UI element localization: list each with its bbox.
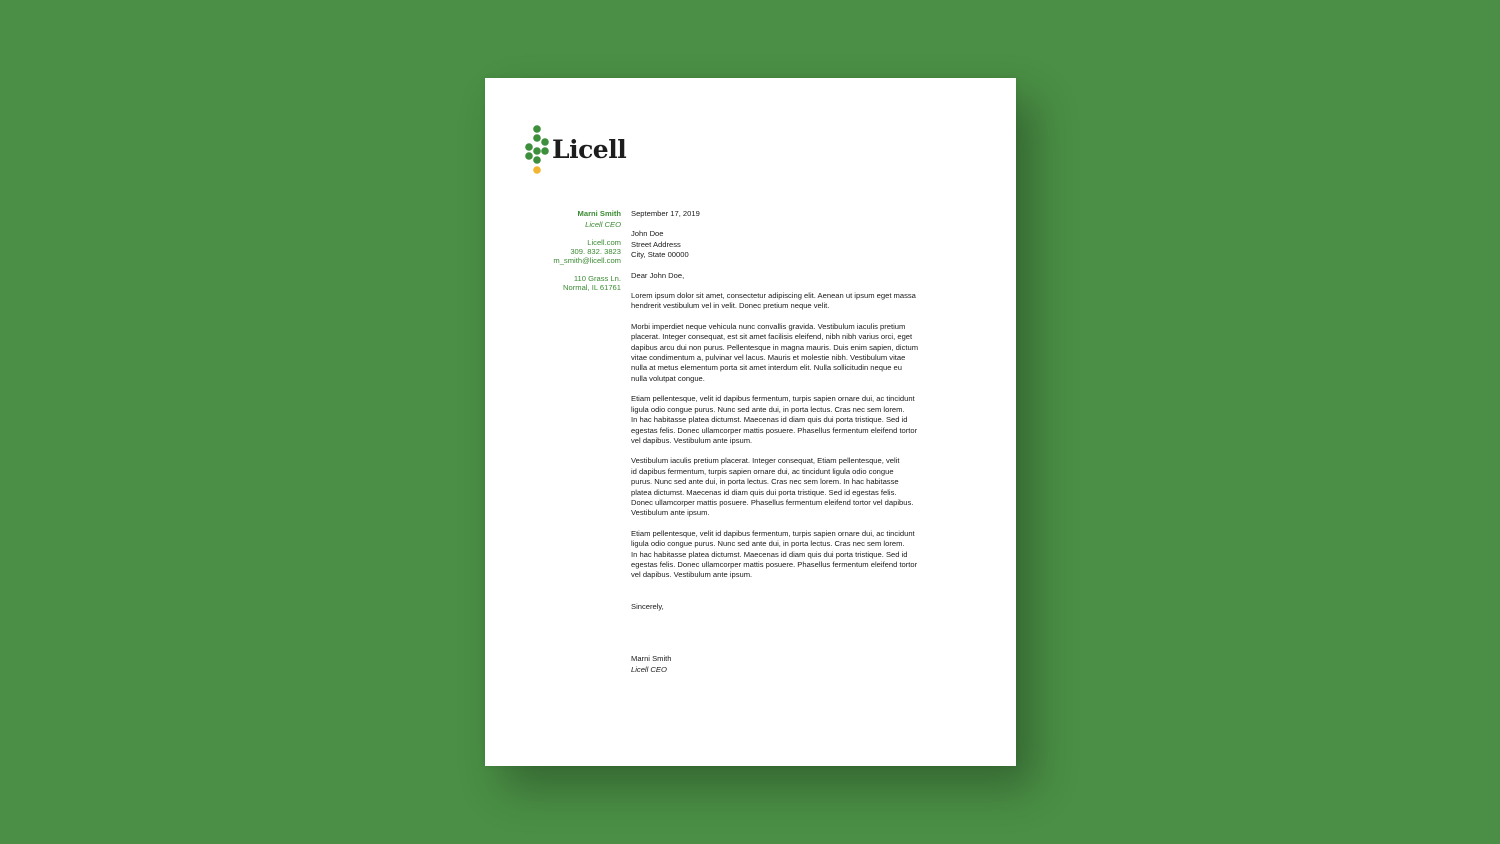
sender-email: m_smith@licell.com: [553, 256, 621, 265]
recipient-street: Street Address: [631, 239, 681, 249]
sender-address-line2: Normal, IL 61761: [563, 283, 621, 292]
sender-title: Licell CEO: [585, 220, 621, 229]
closing: Sincerely,: [631, 601, 664, 611]
licell-logo: [523, 123, 633, 178]
paragraph-1: Lorem ipsum dolor sit amet, consectetur adipiscing elit. Aenean ut ipsum eget massa hendrerit vestibulum vel in velit. Donec pretium neque velit.: [631, 291, 916, 311]
paragraph-5: Etiam pellentesque, velit id dapibus fermentum, turpis sapien ornare dui, ac tincidunt ligula odio congue purus. Nunc sed ante dui, in porta lectus. Cras nec sem lorem. In hac habitasse platea dictumst. Maecenas id diam quis dui porta tristique. Sed id egestas felis. Donec ullamcorper mattis posuere. Phasellus fermentum eleifend tortor vel dapibus. Vestibulum ante ipsum.: [631, 528, 918, 580]
paragraph-4: Vestibulum iaculis pretium placerat. Integer consequat, Etiam pellentesque, velit id dapibus fermentum, turpis sapien ornare dui, ac tincidunt ligula odio congue purus. Nunc sed ante dui, in porta lectus. Cras nec sem lorem. In hac habitasse platea dictumst. Maecenas id diam quis dui porta tristique. Sed id egestas felis. Donec ullamcorper mattis posuere. Phasellus fermentum eleifend tortor vel dapibus. Vestibulum ante ipsum.: [631, 456, 914, 518]
dots-logo-icon: [523, 123, 553, 178]
sender-name: Marni Smith: [577, 209, 621, 218]
paragraph-2: Morbi imperdiet neque vehicula nunc convallis gravida. Vestibulum iaculis pretium placerat. Integer consequat, est sit amet facilisis eleifend, nibh nibh varius orci, eget dapibus arcu dui non purus. Pellentesque in magna mauris. Duis enim sapien, dictum vitae condimentum a, pulvinar vel lacus. Mauris et molestie nibh. Vestibulum vitae nulla at metus elementum porta sit amet interdum elit. Nulla sollicitudin neque eu nulla volutpat congue.: [631, 321, 919, 383]
letterhead-page: [485, 78, 1016, 766]
logo-wordmark: Licell: [552, 135, 627, 164]
sender-website: Licell.com: [587, 238, 621, 247]
signature-name: Marni Smith: [631, 654, 672, 664]
recipient-name: John Doe: [631, 229, 664, 239]
paragraph-3: Etiam pellentesque, velit id dapibus fermentum, turpis sapien ornare dui, ac tincidunt ligula odio congue purus. Nunc sed ante dui, in porta lectus. Cras nec sem lorem. In hac habitasse platea dictumst. Maecenas id diam quis dui porta tristique. Sed id egestas felis. Donec ullamcorper mattis posuere. Phasellus fermentum eleifend tortor vel dapibus. Vestibulum ante ipsum.: [631, 394, 918, 445]
recipient-city: City, State 00000: [631, 250, 689, 260]
letter-body: [631, 209, 931, 675]
sender-info: [505, 209, 621, 292]
signature-title: Licell CEO: [631, 664, 667, 674]
salutation: Dear John Doe,: [631, 270, 685, 280]
letter-date: September 17, 2019: [631, 209, 700, 218]
sender-address-line1: 110 Grass Ln.: [573, 274, 621, 283]
sender-phone: 309. 832. 3823: [570, 247, 621, 256]
